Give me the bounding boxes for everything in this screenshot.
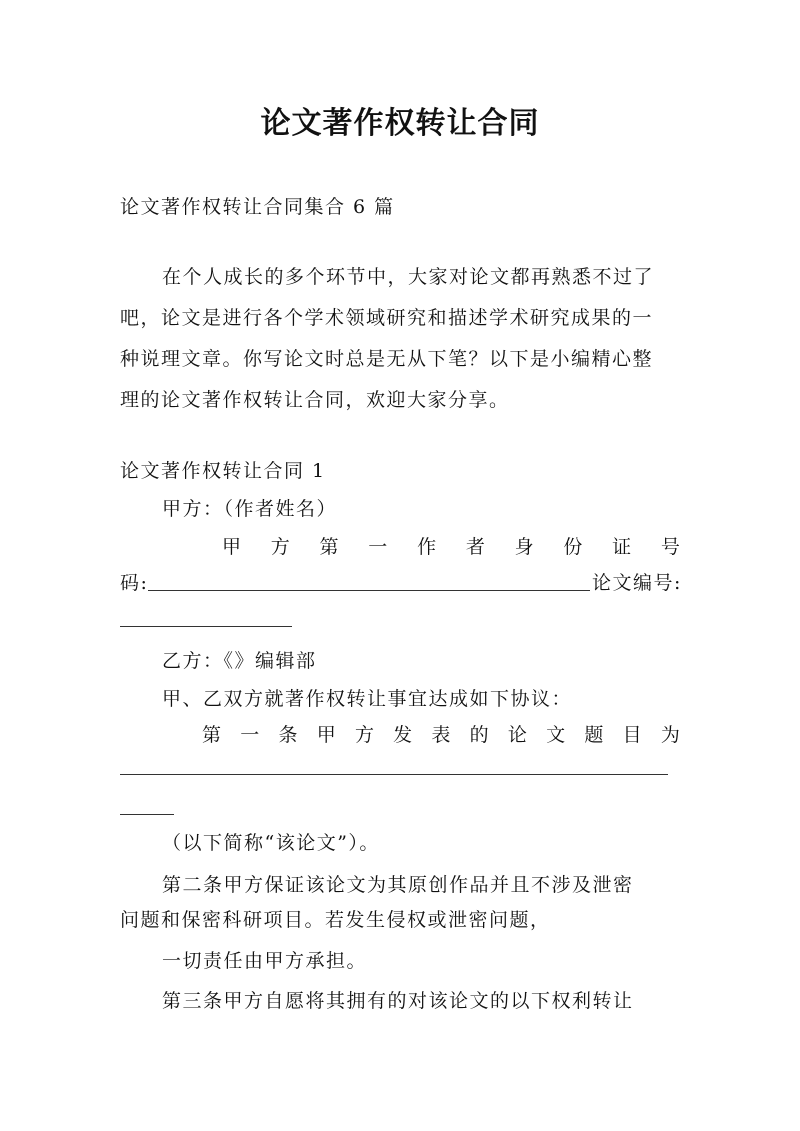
id-char: 身	[514, 536, 534, 558]
article-2-line-1: 第二条甲方保证该论文为其原创作品并且不涉及泄密	[162, 874, 634, 896]
article-1-char: 目	[622, 724, 642, 746]
article-1-char: 一	[240, 724, 260, 746]
abbreviation-line: （以下简称“该论文”）。	[162, 832, 380, 854]
article-2-line-2: 问题和保密科研项目。若发生侵权或泄密问题，	[120, 909, 551, 931]
document-title: 论文著作权转让合同	[260, 106, 540, 141]
article-1-char: 第	[202, 724, 222, 746]
party-b: 乙方：《》编辑部	[162, 650, 317, 672]
intro-line-3: 种说理文章。你写论文时总是无从下笔？以下是小编精心整	[120, 348, 654, 370]
intro-line-2: 吧，论文是进行各个学术领域研究和描述学术研究成果的一	[120, 307, 654, 329]
contract-heading: 论文著作权转让合同 1	[120, 460, 326, 482]
id-char: 第	[319, 536, 339, 558]
article-1-char: 甲	[316, 724, 336, 746]
article-2-line-3: 一切责任由甲方承担。	[162, 950, 368, 972]
id-char: 号	[660, 536, 680, 558]
subtitle: 论文著作权转让合同集合 6 篇	[120, 196, 395, 218]
article-1-char: 文	[546, 724, 566, 746]
article-1-char: 题	[584, 724, 604, 746]
article-1-char: 为	[660, 724, 680, 746]
article-1-row	[202, 720, 680, 747]
party-a: 甲方：（作者姓名）	[162, 498, 338, 520]
article-1-char: 论	[507, 724, 527, 746]
article-1-char: 的	[469, 724, 489, 746]
id-char: 甲	[222, 536, 242, 558]
intro-line-4: 理的论文著作权转让合同，欢迎大家分享。	[120, 389, 510, 411]
paper-number-label: 论文编号:	[592, 572, 682, 594]
id-number-row	[222, 532, 680, 559]
title-blank-2	[120, 814, 174, 815]
id-char: 证	[612, 536, 632, 558]
title-blank-1	[120, 774, 668, 775]
id-char: 份	[563, 536, 583, 558]
id-char: 作	[417, 536, 437, 558]
article-1-char: 发	[393, 724, 413, 746]
agreement-line: 甲、乙双方就著作权转让事宜达成如下协议：	[162, 688, 573, 710]
id-char: 方	[270, 536, 290, 558]
article-1-char: 表	[431, 724, 451, 746]
intro-line-1: 在个人成长的多个环节中，大家对论文都再熟悉不过了	[162, 266, 655, 288]
article-1-char: 条	[278, 724, 298, 746]
id-label: 码:	[120, 572, 149, 594]
article-1-char: 方	[354, 724, 374, 746]
id-char: 者	[465, 536, 485, 558]
paper-number-blank	[120, 626, 292, 627]
id-char: 一	[368, 536, 388, 558]
article-3-line: 第三条甲方自愿将其拥有的对该论文的以下权利转让	[162, 990, 634, 1012]
id-number-blank	[148, 590, 590, 591]
